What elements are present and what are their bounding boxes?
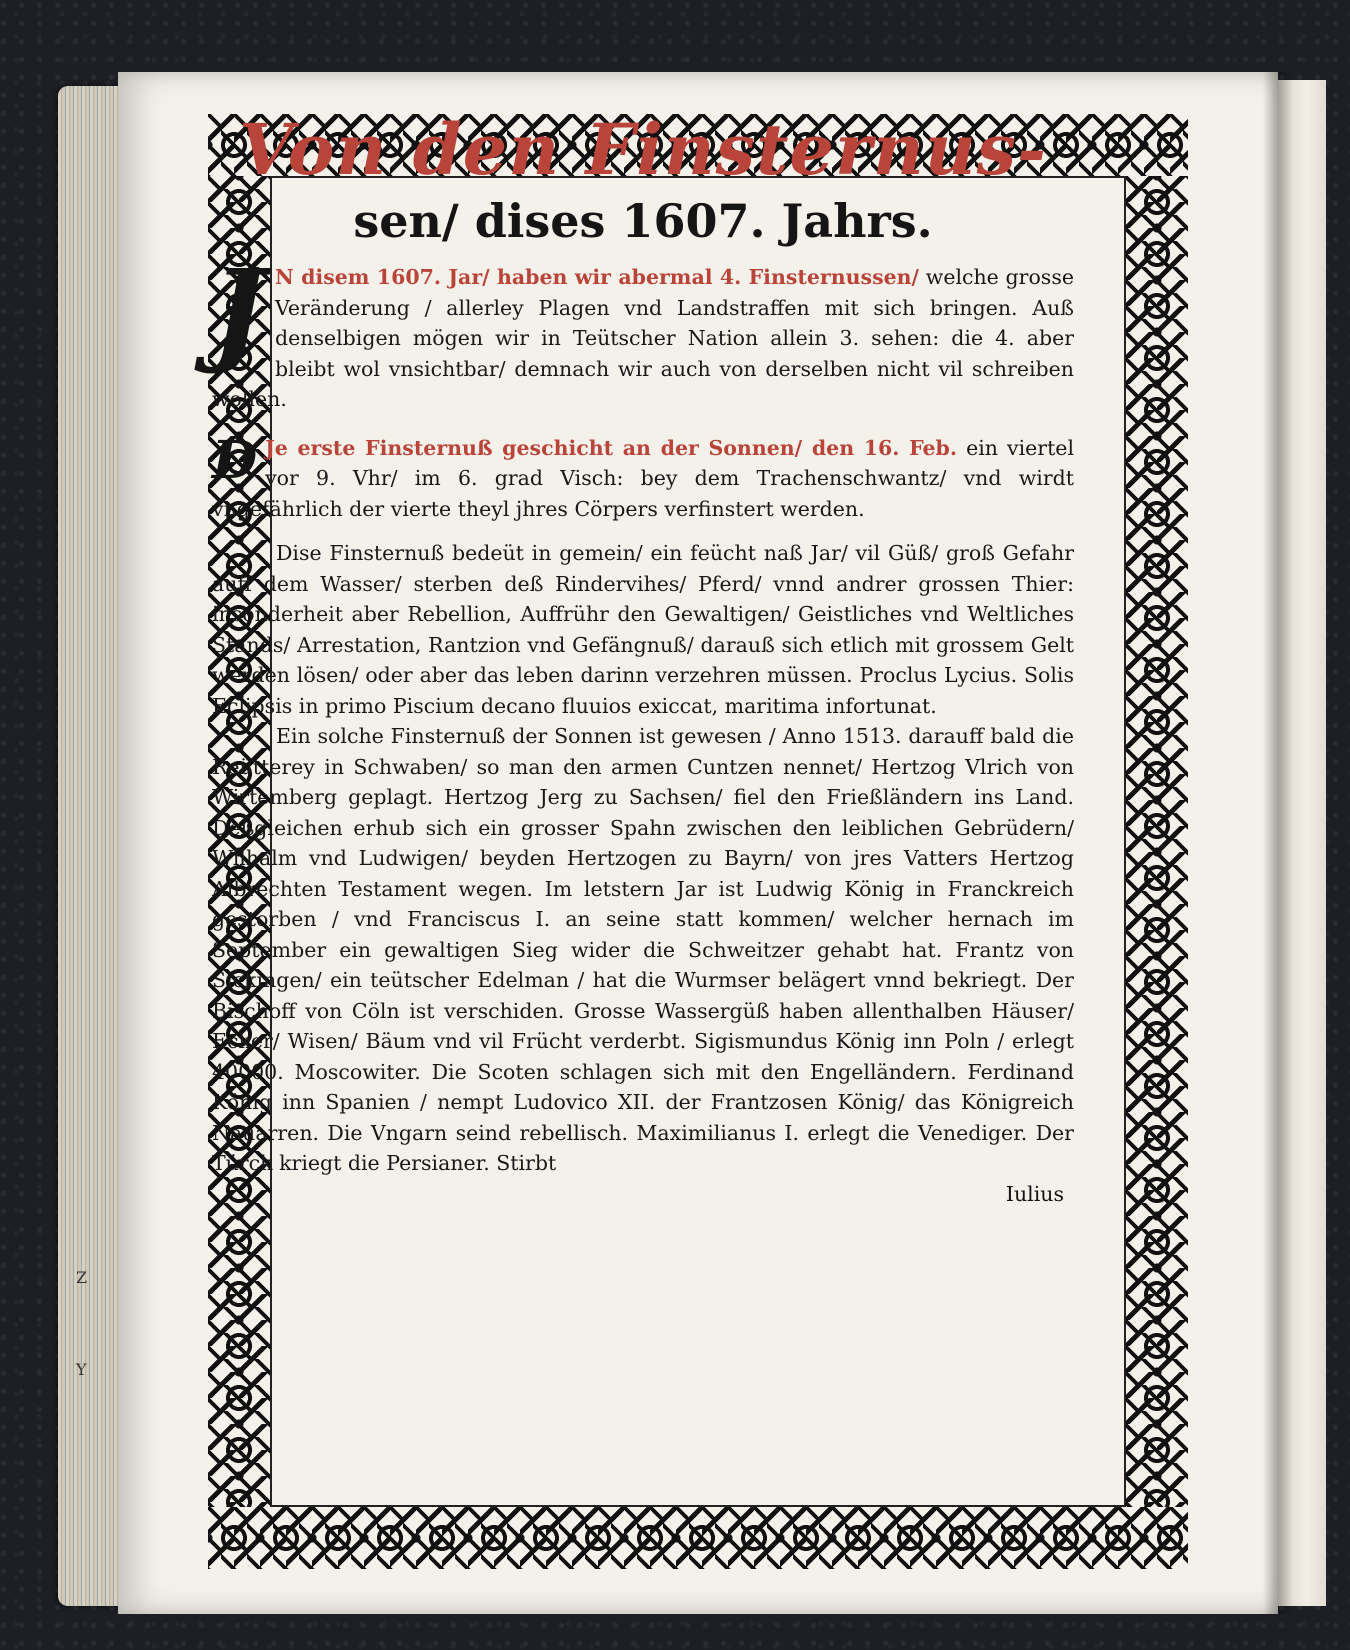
drop-cap-j: J xyxy=(212,246,265,377)
gutter-shadow xyxy=(1263,72,1293,1614)
paragraph-1-text: welche grosse Veränderung / allerley Plagen vnd Landstraffen mit sich bringen. Auß denselbigen mögen wir in Teütscher Nation allein 3. sehen: die 4. aber bleibt wol vnsichtbar/ demnach wir auch von derselben nicht vil schreiben wollen. xyxy=(212,265,1074,411)
catchword: Iulius xyxy=(1005,1181,1064,1206)
paragraph-2-rubric: Je erste Finsternuß geschicht an der Sonnen/ den 16. Feb. xyxy=(265,435,958,460)
paragraph-1-rubric: N disem 1607. Jar/ haben wir abermal 4. Finsternussen/ xyxy=(275,265,920,289)
paragraph-4: Ein solche Finsternuß der Sonnen ist gewesen / Anno 1513. darauff bald die Reütterey in Schwaben/ so man den armen Cuntzen nennet/ Hertzog Vlrich von Wirtemberg geplagt. Hertzog Jerg zu Sachsen/ fiel den Frießländern ins Land. Deßgleichen erhub sich ein grosser Spahn zwischen den leiblichen Gebrüdern/ Wilhalm vnd Ludwigen/ beyden Hertzogen zu Bayrn/ von jres Vatters Hertzog Albrechten Testament wegen. Im letstern Jar ist Ludwig König in Franckreich gestorben / vnd Franciscus I. an seine statt kommen/ welcher hernach im September ein gewaltigen Sieg wider die Schweitzer gehabt hat. Frantz von Sickingen/ ein teütscher Edelman / hat die Wurmser belägert vnnd bekriegt. Der Bischoff von Cöln ist verschiden. Grosse Wassergüß haben allenthalben Häuser/ Ecker/ Wisen/ Bäum vnd vil Frücht verderbt. Sigismundus König inn Poln / erlegt 40000. Moscowiter. Die Scoten schlagen sich mit den Engelländern. Ferdinand König inn Spanien / nempt Ludovico XII. der Frantzosen König/ das Königreich Nauarren. Die Vngarn seind rebellisch. Maximilianus I. erlegt die Venediger. Der Türck kriegt die Persianer. Stirbt xyxy=(212,724,1074,1175)
paragraph-2 xyxy=(212,429,1074,525)
page-title-line-1: Von den Finsternus- xyxy=(238,108,1048,191)
margin-mark-1: Z xyxy=(76,1268,88,1287)
paragraph-1 xyxy=(212,246,1074,415)
text-block xyxy=(212,110,1074,1430)
margin-mark-2: Y xyxy=(76,1360,87,1379)
page-title-line-2: sen/ dises 1607. Jahrs. xyxy=(353,194,933,248)
drop-cap-d: D xyxy=(212,429,258,491)
frame-border-right xyxy=(1126,176,1188,1507)
paragraph-3: Dise Finsternuß bedeüt in gemein/ ein feücht naß Jar/ vil Güß/ groß Gefahr auff dem Wasser/ sterben deß Rindervihes/ Pferd/ vnnd andrer grossen Thier: insonderheit aber Rebellion, Auffrühr den Gewaltigen/ Geistliches vnd Weltliches Stands/ Arrestation, Rantzion vnd Gefängnuß/ darauß sich etlich mit grossem Gelt werden lösen/ oder aber das leben darinn verzehren müssen. Proclus Lycius. Solis Eclipsis in primo Piscium decano fluuios exiccat, maritima infortunat. xyxy=(212,541,1074,718)
paragraph-2-text: ein viertel vor 9. Vhr/ im 6. grad Visch: bey dem Trachenschwantz/ vnd wirdt vngefährlich der vierte theyl jhres Cörpers verfinstert werden. xyxy=(212,435,1074,521)
frame-border-bottom xyxy=(208,1507,1188,1569)
